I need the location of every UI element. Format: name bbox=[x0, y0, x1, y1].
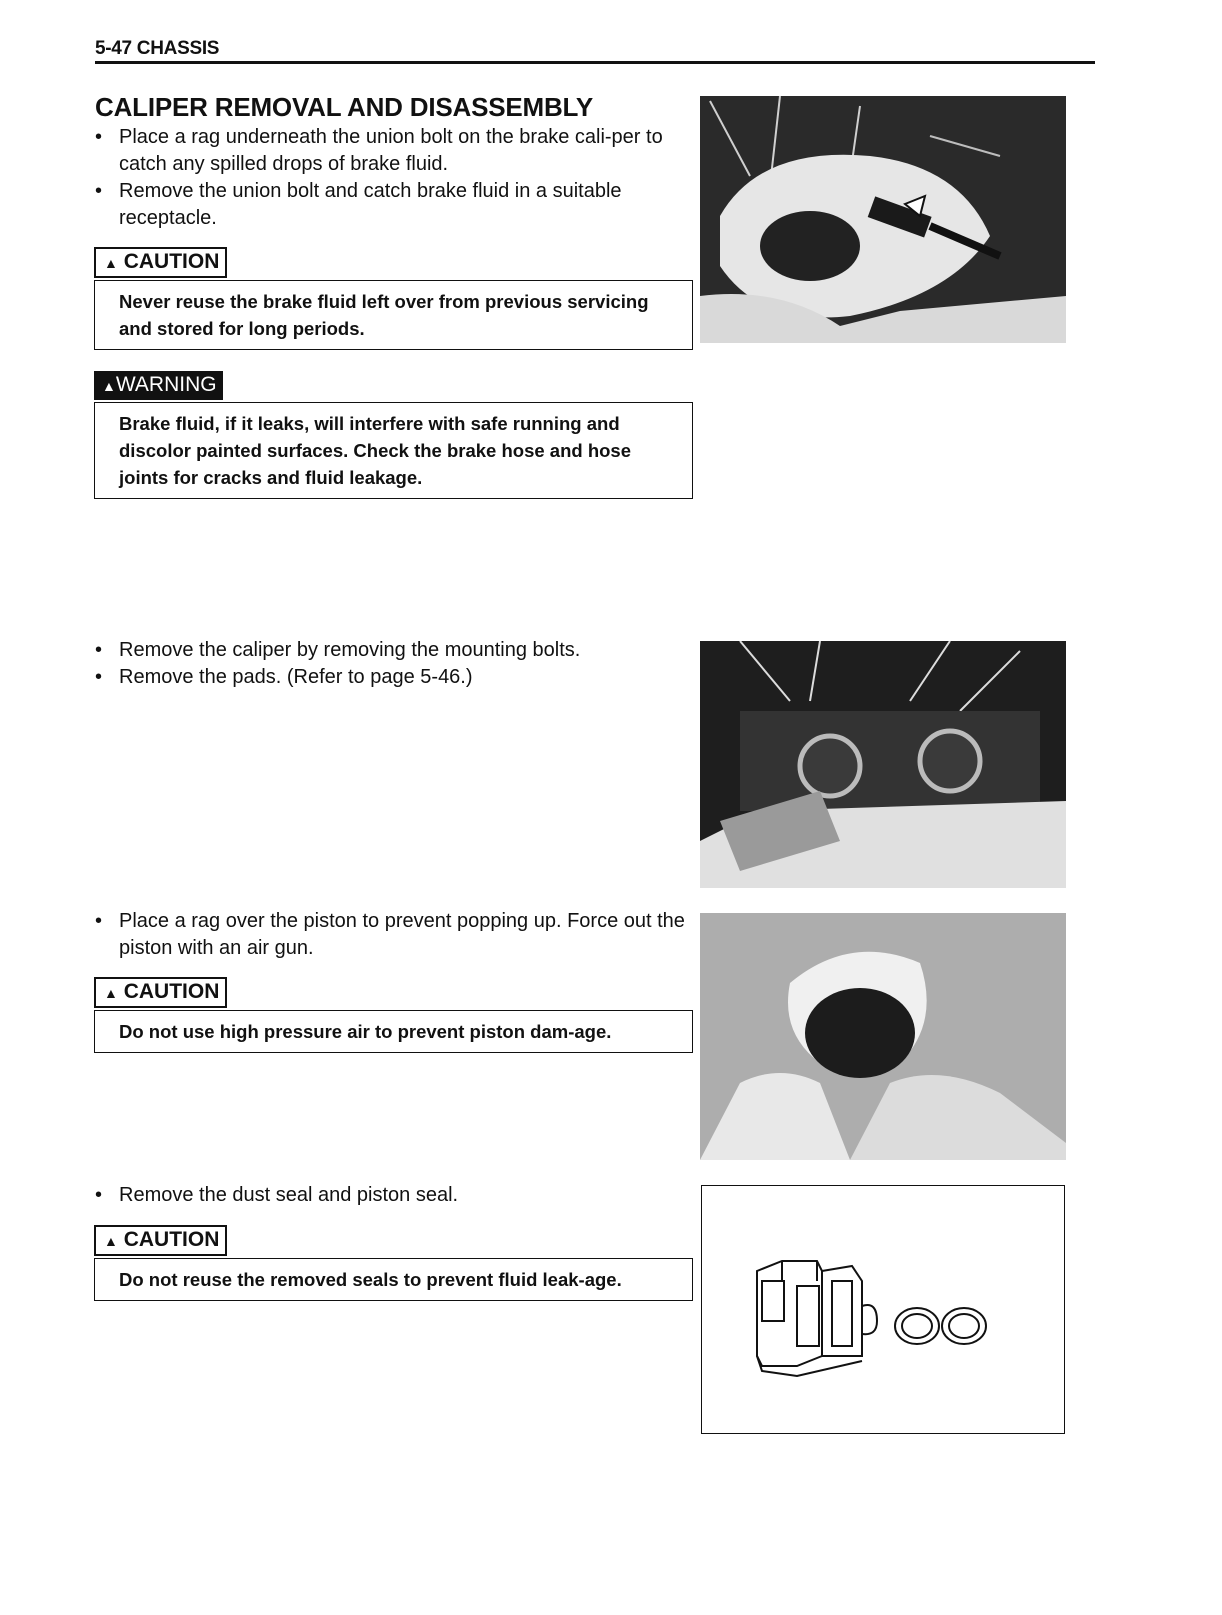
caution-tag bbox=[94, 247, 227, 278]
bullet-icon: • bbox=[95, 1184, 103, 1206]
step-item bbox=[95, 1182, 709, 1209]
caution-tag bbox=[94, 977, 227, 1008]
caliper-seals-diagram bbox=[701, 1185, 1065, 1434]
step-text: Place a rag over the piston to prevent popping up. Force out the piston with an air gun. bbox=[119, 910, 685, 959]
step-item bbox=[95, 178, 709, 232]
caliper-seals-illustration bbox=[702, 1186, 1064, 1433]
caution-text: Never reuse the brake fluid left over from previous servicing and stored for long periods. bbox=[119, 291, 649, 339]
header-rule bbox=[95, 61, 1095, 64]
bullet-icon: • bbox=[95, 180, 103, 202]
step-item bbox=[95, 664, 709, 691]
bullet-icon: • bbox=[95, 910, 103, 932]
caution-text: Do not reuse the removed seals to prevent fluid leak-age. bbox=[119, 1269, 622, 1290]
caution-label: CAUTION bbox=[123, 1228, 220, 1251]
step-item bbox=[95, 124, 709, 178]
warning-label: WARNING bbox=[115, 373, 217, 396]
step-text: Place a rag underneath the union bolt on the brake cali-per to catch any spilled drops of brake fluid. bbox=[119, 126, 663, 175]
warning-box bbox=[94, 402, 693, 499]
bullet-icon: • bbox=[95, 126, 103, 148]
step-item bbox=[95, 908, 709, 962]
caution-box bbox=[94, 1010, 693, 1053]
warning-tag bbox=[94, 371, 223, 400]
alert-icon: ▲ bbox=[102, 378, 116, 394]
step-text: Remove the pads. (Refer to page 5-46.) bbox=[119, 666, 473, 688]
caution-label: CAUTION bbox=[123, 980, 220, 1003]
caution-text: Do not use high pressure air to prevent piston dam-age. bbox=[119, 1021, 612, 1042]
step-text: Remove the dust seal and piston seal. bbox=[119, 1184, 459, 1206]
caution-label: CAUTION bbox=[123, 250, 220, 273]
caution-box bbox=[94, 280, 693, 350]
caution-tag bbox=[94, 1225, 227, 1256]
alert-icon: ▲ bbox=[104, 1233, 118, 1249]
alert-icon: ▲ bbox=[104, 255, 118, 271]
bullet-icon: • bbox=[95, 666, 103, 688]
step-text: Remove the caliper by removing the mounting bolts. bbox=[119, 639, 581, 661]
alert-icon: ▲ bbox=[104, 985, 118, 1001]
section-title: CALIPER REMOVAL AND DISASSEMBLY bbox=[95, 92, 593, 122]
air-gun-piston-photo bbox=[700, 913, 1066, 1160]
step-item bbox=[95, 637, 709, 664]
caliper-mounting-bolts-photo bbox=[700, 641, 1066, 888]
caution-box bbox=[94, 1258, 693, 1301]
step-text: Remove the union bolt and catch brake fluid in a suitable receptacle. bbox=[119, 180, 622, 229]
page-header: 5-47 CHASSIS bbox=[95, 38, 220, 59]
brake-caliper-union-bolt-photo bbox=[700, 96, 1066, 343]
warning-text: Brake fluid, if it leaks, will interfere with safe running and discolor painted surfaces. Check the brake hose and hose joints for cracks and fluid leakage. bbox=[119, 413, 631, 488]
bullet-icon: • bbox=[95, 639, 103, 661]
